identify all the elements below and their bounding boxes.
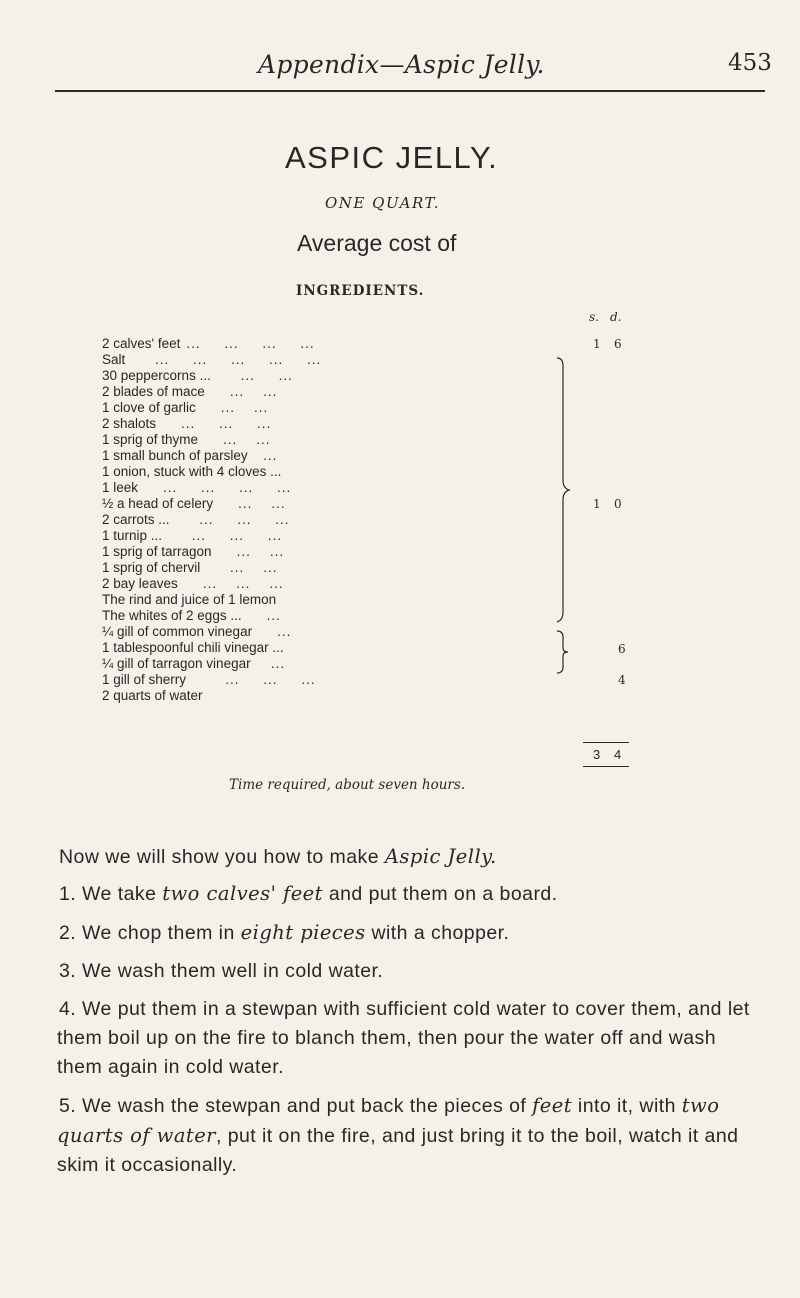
ingredient-item: 1 onion, stuck with 4 cloves ... <box>102 464 282 479</box>
ingredient-item: ½ a head of celery ... ... <box>102 496 286 511</box>
method-step: 4. We put them in a stewpan with sufficient cold water to cover them, and let them boil up on the fire to blanch them, then pour the water off and wash them again in cold water. <box>57 998 750 1078</box>
ingredient-item: 1 turnip ... ... ... ... <box>102 528 283 543</box>
ingredient-item: ¼ gill of common vinegar ... <box>102 624 292 639</box>
currency-pence-header: d. <box>610 310 622 324</box>
ingredient-item: 1 gill of sherry ... ... ... <box>102 672 316 687</box>
total-rule-top <box>583 742 629 743</box>
brace-group-seasonings <box>553 356 583 624</box>
price-pence: 4 <box>618 673 626 687</box>
price-shillings: 1 <box>593 497 601 511</box>
ingredient-item: 1 sprig of chervil ... ... <box>102 560 278 575</box>
ingredient-item: The rind and juice of 1 lemon <box>102 592 277 607</box>
ingredient-item: 1 sprig of tarragon ... ... <box>102 544 285 559</box>
total-shillings: 3 <box>593 747 601 762</box>
method-intro: Now we will show you how to make Aspic Jelly. <box>59 845 497 868</box>
ingredient-item: Salt ... ... ... ... ... <box>102 352 322 367</box>
ingredient-item: 1 leek ... ... ... ... <box>102 480 292 495</box>
method-step: 3. We wash them well in cold water. <box>59 960 384 982</box>
ingredient-item: 1 sprig of thyme ... ... <box>102 432 271 447</box>
ingredient-item: 30 peppercorns ... ... ... <box>102 368 293 383</box>
ingredient-item: 1 clove of garlic ... ... <box>102 400 269 415</box>
price-pence: 6 <box>618 642 626 656</box>
ingredients-heading: INGREDIENTS. <box>296 283 425 299</box>
ingredient-item: 1 small bunch of parsley ... <box>102 448 278 463</box>
currency-shillings-header: s. <box>589 310 599 324</box>
running-head: Appendix—Aspic Jelly. <box>258 50 545 79</box>
price-shillings: 1 <box>593 337 601 351</box>
method-text <box>57 842 757 1189</box>
brace-group-vinegars <box>553 629 583 675</box>
ingredient-item: 2 quarts of water <box>102 688 203 703</box>
page-number: 453 <box>728 50 772 76</box>
recipe-yield: ONE QUART. <box>325 194 441 212</box>
ingredient-item: The whites of 2 eggs ... ... <box>102 608 281 623</box>
ingredient-item: 2 blades of mace ... ... <box>102 384 278 399</box>
price-pence: 0 <box>614 497 622 511</box>
header-rule <box>55 90 765 92</box>
total-rule-bottom <box>583 766 629 767</box>
ingredient-item: 1 tablespoonful chili vinegar ... <box>102 640 284 655</box>
cost-label: Average cost of <box>297 230 457 256</box>
method-step: 1. We take two calves' feet and put them on a board. <box>59 882 558 905</box>
recipe-title: ASPIC JELLY. <box>285 140 499 175</box>
time-required: Time required, about seven hours. <box>229 777 466 793</box>
price-pence: 6 <box>614 337 622 351</box>
ingredient-item: 2 calves' feet ... ... ... ... <box>102 336 315 351</box>
ingredient-item: 2 carrots ... ... ... ... <box>102 512 290 527</box>
ingredient-item: ¼ gill of tarragon vinegar ... <box>102 656 286 671</box>
ingredient-item: 2 bay leaves ... ... ... <box>102 576 284 591</box>
total-pence: 4 <box>614 747 622 762</box>
ingredient-item: 2 shalots ... ... ... <box>102 416 272 431</box>
method-step: 5. We wash the stewpan and put back the pieces of feet into it, with two quarts of water, put it on the fire, and just bring it to the boil, watch it and skim it occasionally. <box>57 1094 739 1176</box>
method-step: 2. We chop them in eight pieces with a chopper. <box>59 921 510 944</box>
